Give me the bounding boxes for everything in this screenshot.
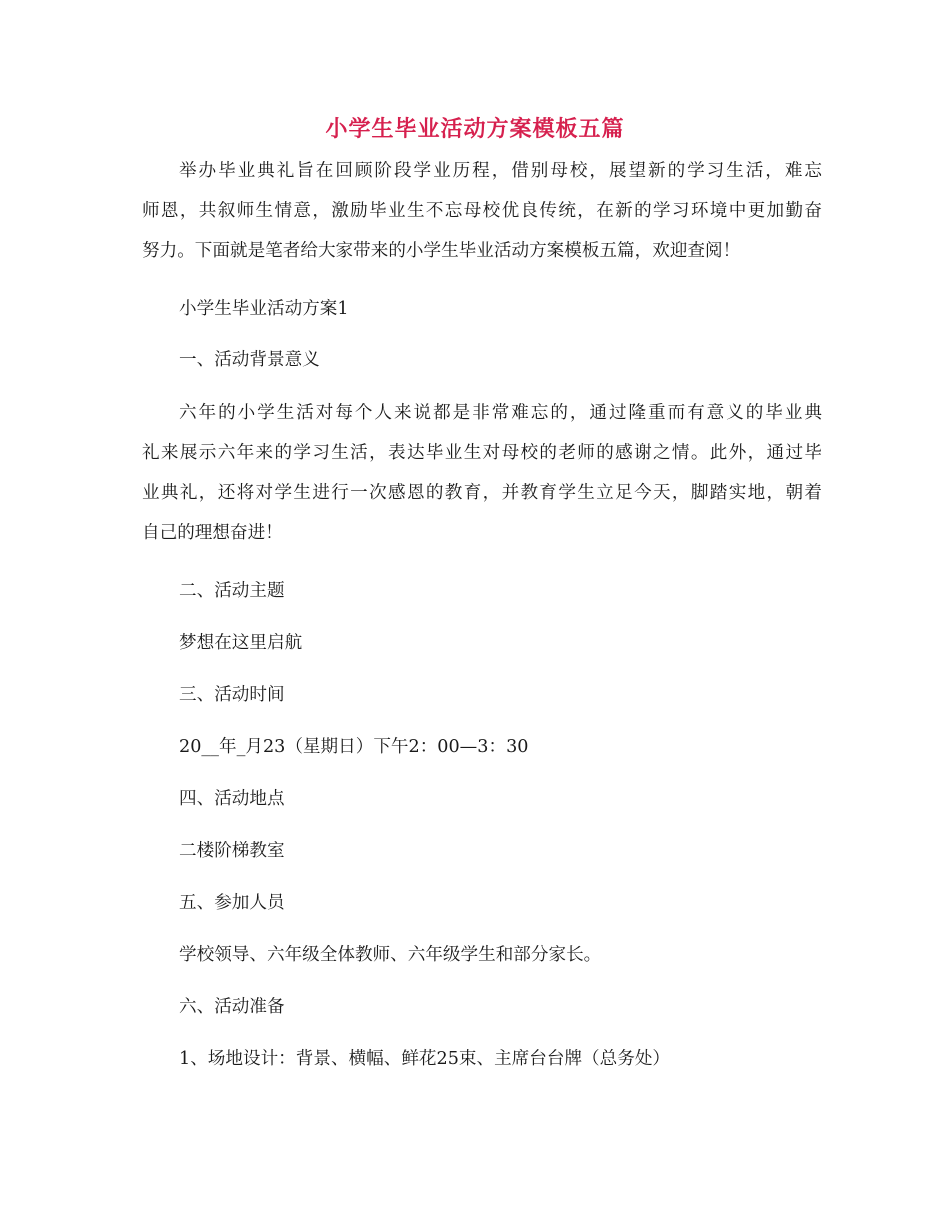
theme-text: 梦想在这里启航 — [179, 633, 303, 653]
preparation-item-1: 1、场地设计：背景、横幅、鲜花25束、主席台台牌（总务处） — [179, 1049, 671, 1069]
background-paragraph — [142, 393, 822, 553]
background-line-1: 六年的小学生活对每个人来说都是非常难忘的，通过隆重而有意义的毕业典 — [179, 403, 822, 423]
background-line-4: 自己的理想奋进！ — [142, 523, 283, 543]
background-line-2: 礼来展示六年来的学习生活，表达毕业生对母校的老师的感谢之情。此外，通过毕 — [142, 443, 822, 463]
intro-line-1: 举办毕业典礼旨在回顾阶段学业历程，借别母校，展望新的学习生活，难忘 — [179, 161, 822, 181]
heading-background: 一、活动背景意义 — [179, 350, 320, 370]
participants-text: 学校领导、六年级全体教师、六年级学生和部分家长。 — [179, 945, 602, 965]
intro-line-2: 师恩，共叙师生情意，激励毕业生不忘母校优良传统，在新的学习环境中更加勤奋 — [142, 201, 822, 221]
intro-line-3: 努力。下面就是笔者给大家带来的小学生毕业活动方案模板五篇，欢迎查阅！ — [142, 241, 741, 261]
heading-preparation: 六、活动准备 — [179, 997, 285, 1017]
location-text: 二楼阶梯教室 — [179, 841, 285, 861]
section-title: 小学生毕业活动方案1 — [179, 299, 349, 319]
heading-participants: 五、参加人员 — [179, 893, 285, 913]
heading-location: 四、活动地点 — [179, 789, 285, 809]
background-line-3: 业典礼，还将对学生进行一次感恩的教育，并教育学生立足今天，脚踏实地，朝着 — [142, 483, 822, 503]
heading-theme: 二、活动主题 — [179, 581, 285, 601]
heading-time: 三、活动时间 — [179, 685, 285, 705]
document-title: 小学生毕业活动方案模板五篇 — [325, 116, 625, 142]
intro-paragraph — [142, 151, 822, 271]
time-text: 20__年_月23（星期日）下午2：00—3：30 — [179, 737, 529, 757]
